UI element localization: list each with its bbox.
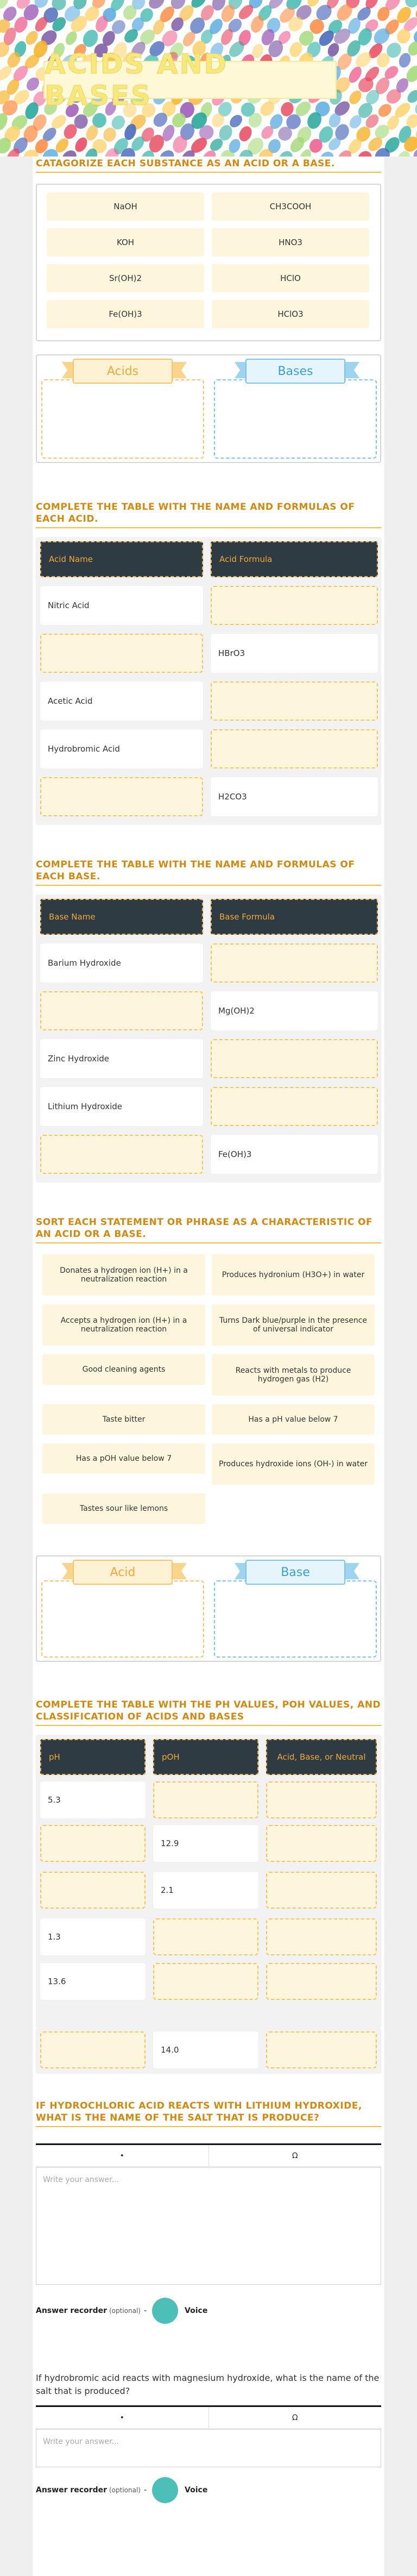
- drag-item[interactable]: HNO3: [212, 228, 369, 257]
- table-cell: Acetic Acid: [40, 681, 203, 721]
- acid-drop-zone[interactable]: [41, 1580, 204, 1658]
- table-cell: 13.6: [40, 1963, 146, 2000]
- recorder-optional-label: (optional): [109, 2486, 141, 2494]
- acid-zone-label: Acid: [73, 1560, 173, 1585]
- table-cell: Hydrobromic Acid: [40, 729, 203, 768]
- base-zone-label: Base: [245, 1560, 345, 1585]
- ribbon-tail-icon: [170, 1563, 187, 1579]
- divider: [36, 1242, 381, 1243]
- acids-drop-zone[interactable]: [41, 379, 204, 459]
- q4-header: [36, 1216, 381, 1243]
- blank-input-cell[interactable]: [266, 2031, 377, 2068]
- q7-answer-toolbar: [36, 2405, 381, 2429]
- col-header-base-formula: Base Formula: [211, 899, 378, 935]
- voice-label: Voice: [185, 2306, 208, 2315]
- drag-item[interactable]: Taste bitter: [42, 1404, 205, 1435]
- drag-item[interactable]: Has a pOH value below 7: [42, 1443, 205, 1474]
- worksheet-content: [33, 157, 384, 2576]
- bullet-list-button[interactable]: •: [36, 2407, 209, 2428]
- q5-table-last-row: [36, 2028, 381, 2074]
- header-banner: [0, 0, 417, 157]
- q6-answer-recorder: [36, 2298, 207, 2324]
- ribbon-tail-icon: [343, 362, 359, 378]
- q5-table: [36, 1735, 381, 2028]
- q2-heading: COMPLETE THE TABLE WITH THE NAME AND FORMULAS OF EACH ACID.: [36, 502, 355, 524]
- ribbon-tail-icon: [170, 362, 187, 378]
- q6-heading: IF HYDROCHLORIC ACID REACTS WITH LITHIUM HYDROXIDE, WHAT IS THE NAME OF THE SALT THAT IS PRODUCE?: [36, 2100, 362, 2123]
- blank-input-cell[interactable]: [40, 777, 203, 816]
- drag-item[interactable]: Reacts with metals to produce hydrogen gas (H2): [212, 1354, 375, 1396]
- blank-input-cell[interactable]: [211, 729, 378, 768]
- divider: [36, 1725, 381, 1726]
- table-cell: Fe(OH)3: [211, 1135, 378, 1174]
- q3-heading: COMPLETE THE TABLE WITH THE NAME AND FORMULAS OF EACH BASE.: [36, 859, 355, 882]
- col-header-acid-name: Acid Name: [40, 541, 203, 577]
- drag-item[interactable]: KOH: [47, 228, 204, 257]
- divider: [36, 2126, 381, 2127]
- q1-heading: CATAGORIZE EACH SUBSTANCE AS AN ACID OR A BASE.: [36, 158, 335, 169]
- table-cell: Zinc Hydroxide: [40, 1039, 203, 1078]
- blank-input-cell[interactable]: [40, 2031, 146, 2068]
- q4-heading: SORT EACH STATEMENT OR PHRASE AS A CHARACTERISTIC OF AN ACID OR A BASE.: [36, 1217, 373, 1240]
- table-cell: H2CO3: [211, 777, 378, 816]
- q6-answer-textarea[interactable]: Write your answer...: [36, 2167, 381, 2285]
- table-cell: 1.3: [40, 1918, 146, 1955]
- recorder-label: Answer recorder: [36, 2306, 107, 2315]
- ribbon-tail-icon: [343, 1563, 359, 1579]
- table-cell: HBrO3: [211, 634, 378, 673]
- drag-item[interactable]: HClO3: [212, 300, 369, 328]
- blank-input-cell[interactable]: [211, 1087, 378, 1126]
- voice-record-button[interactable]: [152, 2477, 178, 2503]
- blank-input-cell[interactable]: [40, 991, 203, 1030]
- drag-item[interactable]: Turns Dark blue/purple in the presence of universal indicator: [212, 1304, 375, 1346]
- q7-answer-textarea[interactable]: Write your answer...: [36, 2429, 381, 2467]
- q2-header: [36, 501, 381, 528]
- blank-input-cell[interactable]: [211, 586, 378, 625]
- blank-input-cell[interactable]: [266, 1825, 377, 1862]
- recorder-label: Answer recorder: [36, 2486, 107, 2494]
- q7-question: If hydrobromic acid reacts with magnesium hydroxide, what is the name of the salt that is produced?: [36, 2373, 380, 2396]
- recorder-optional-label: (optional): [109, 2307, 141, 2315]
- divider: [36, 885, 381, 886]
- drag-item[interactable]: Produces hydronium (H3O+) in water: [212, 1254, 375, 1296]
- col-header-acid-formula: Acid Formula: [211, 541, 378, 577]
- acids-zone-label: Acids: [73, 359, 173, 384]
- recorder-dash: -: [143, 2486, 147, 2494]
- q7-answer-recorder: [36, 2477, 207, 2503]
- table-cell: 12.9: [153, 1825, 258, 1862]
- q2-table: [36, 537, 381, 825]
- blank-input-cell[interactable]: [40, 634, 203, 673]
- blank-input-cell[interactable]: [211, 943, 378, 983]
- drag-item[interactable]: Good cleaning agents: [42, 1354, 205, 1385]
- q1-sort-zones: [36, 354, 381, 463]
- drag-item[interactable]: Donates a hydrogen ion (H+) in a neutralization reaction: [42, 1254, 205, 1296]
- table-cell: 5.3: [40, 1781, 146, 1818]
- table-cell: 2.1: [153, 1872, 258, 1909]
- page-title: ACIDS AND BASES: [45, 48, 228, 111]
- drag-item[interactable]: CH3COOH: [212, 192, 369, 221]
- col-header-base-name: Base Name: [40, 899, 203, 935]
- q1-header: [36, 158, 381, 173]
- drag-item[interactable]: Accepts a hydrogen ion (H+) in a neutralization reaction: [42, 1304, 205, 1346]
- special-character-button[interactable]: Ω: [292, 2151, 298, 2160]
- blank-input-cell[interactable]: [153, 1781, 258, 1818]
- q4-item-bank: [36, 1252, 381, 1546]
- q6-header: [36, 2100, 381, 2127]
- blank-input-cell[interactable]: [40, 1825, 146, 1862]
- q4-sort-zones: [36, 1555, 381, 1662]
- drag-item[interactable]: HClO: [212, 264, 369, 292]
- q6-answer-toolbar: [36, 2143, 381, 2167]
- recorder-dash: -: [143, 2306, 147, 2315]
- q1-item-bank: [36, 184, 381, 341]
- table-cell: Mg(OH)2: [211, 991, 378, 1030]
- blank-input-cell[interactable]: [266, 1963, 377, 2000]
- divider: [36, 172, 381, 173]
- drag-item[interactable]: Produces hydroxide ions (OH-) in water: [212, 1443, 375, 1485]
- drag-item[interactable]: Has a pH value below 7: [212, 1404, 375, 1435]
- blank-input-cell[interactable]: [40, 1872, 146, 1909]
- table-cell: Barium Hydroxide: [40, 943, 203, 983]
- divider: [36, 527, 381, 528]
- bases-drop-zone[interactable]: [214, 379, 377, 459]
- table-cell: 14.0: [153, 2031, 258, 2068]
- blank-input-cell[interactable]: [266, 1781, 377, 1818]
- drag-item[interactable]: NaOH: [47, 192, 204, 221]
- blank-input-cell[interactable]: [153, 1963, 258, 2000]
- q5-header: [36, 1699, 381, 1726]
- drag-item[interactable]: Fe(OH)3: [47, 300, 204, 328]
- blank-input-cell[interactable]: [211, 681, 378, 721]
- blank-input-cell[interactable]: [211, 1039, 378, 1078]
- q3-table: [36, 895, 381, 1183]
- title-banner: [43, 48, 337, 111]
- blank-input-cell[interactable]: [266, 1872, 377, 1909]
- blank-input-cell[interactable]: [40, 1135, 203, 1174]
- voice-label: Voice: [185, 2486, 208, 2494]
- q3-header: [36, 859, 381, 886]
- blank-input-cell[interactable]: [266, 1918, 377, 1955]
- col-header-classification: Acid, Base, or Neutral: [266, 1739, 377, 1775]
- special-character-button[interactable]: Ω: [292, 2413, 298, 2422]
- blank-input-cell[interactable]: [153, 1918, 258, 1955]
- voice-record-button[interactable]: [152, 2298, 178, 2324]
- q5-heading: COMPLETE THE TABLE WITH THE PH VALUES, POH VALUES, AND CLASSIFICATION OF ACIDS AND BASES: [36, 1699, 381, 1722]
- table-cell: Lithium Hydroxide: [40, 1087, 203, 1126]
- col-header-ph: pH: [40, 1739, 146, 1775]
- bullet-list-button[interactable]: •: [36, 2145, 209, 2166]
- table-cell: Nitric Acid: [40, 586, 203, 625]
- drag-item[interactable]: Sr(OH)2: [47, 264, 204, 292]
- base-drop-zone[interactable]: [214, 1580, 377, 1658]
- drag-item[interactable]: Tastes sour like lemons: [42, 1493, 205, 1524]
- col-header-poh: pOH: [153, 1739, 258, 1775]
- bases-zone-label: Bases: [245, 359, 345, 384]
